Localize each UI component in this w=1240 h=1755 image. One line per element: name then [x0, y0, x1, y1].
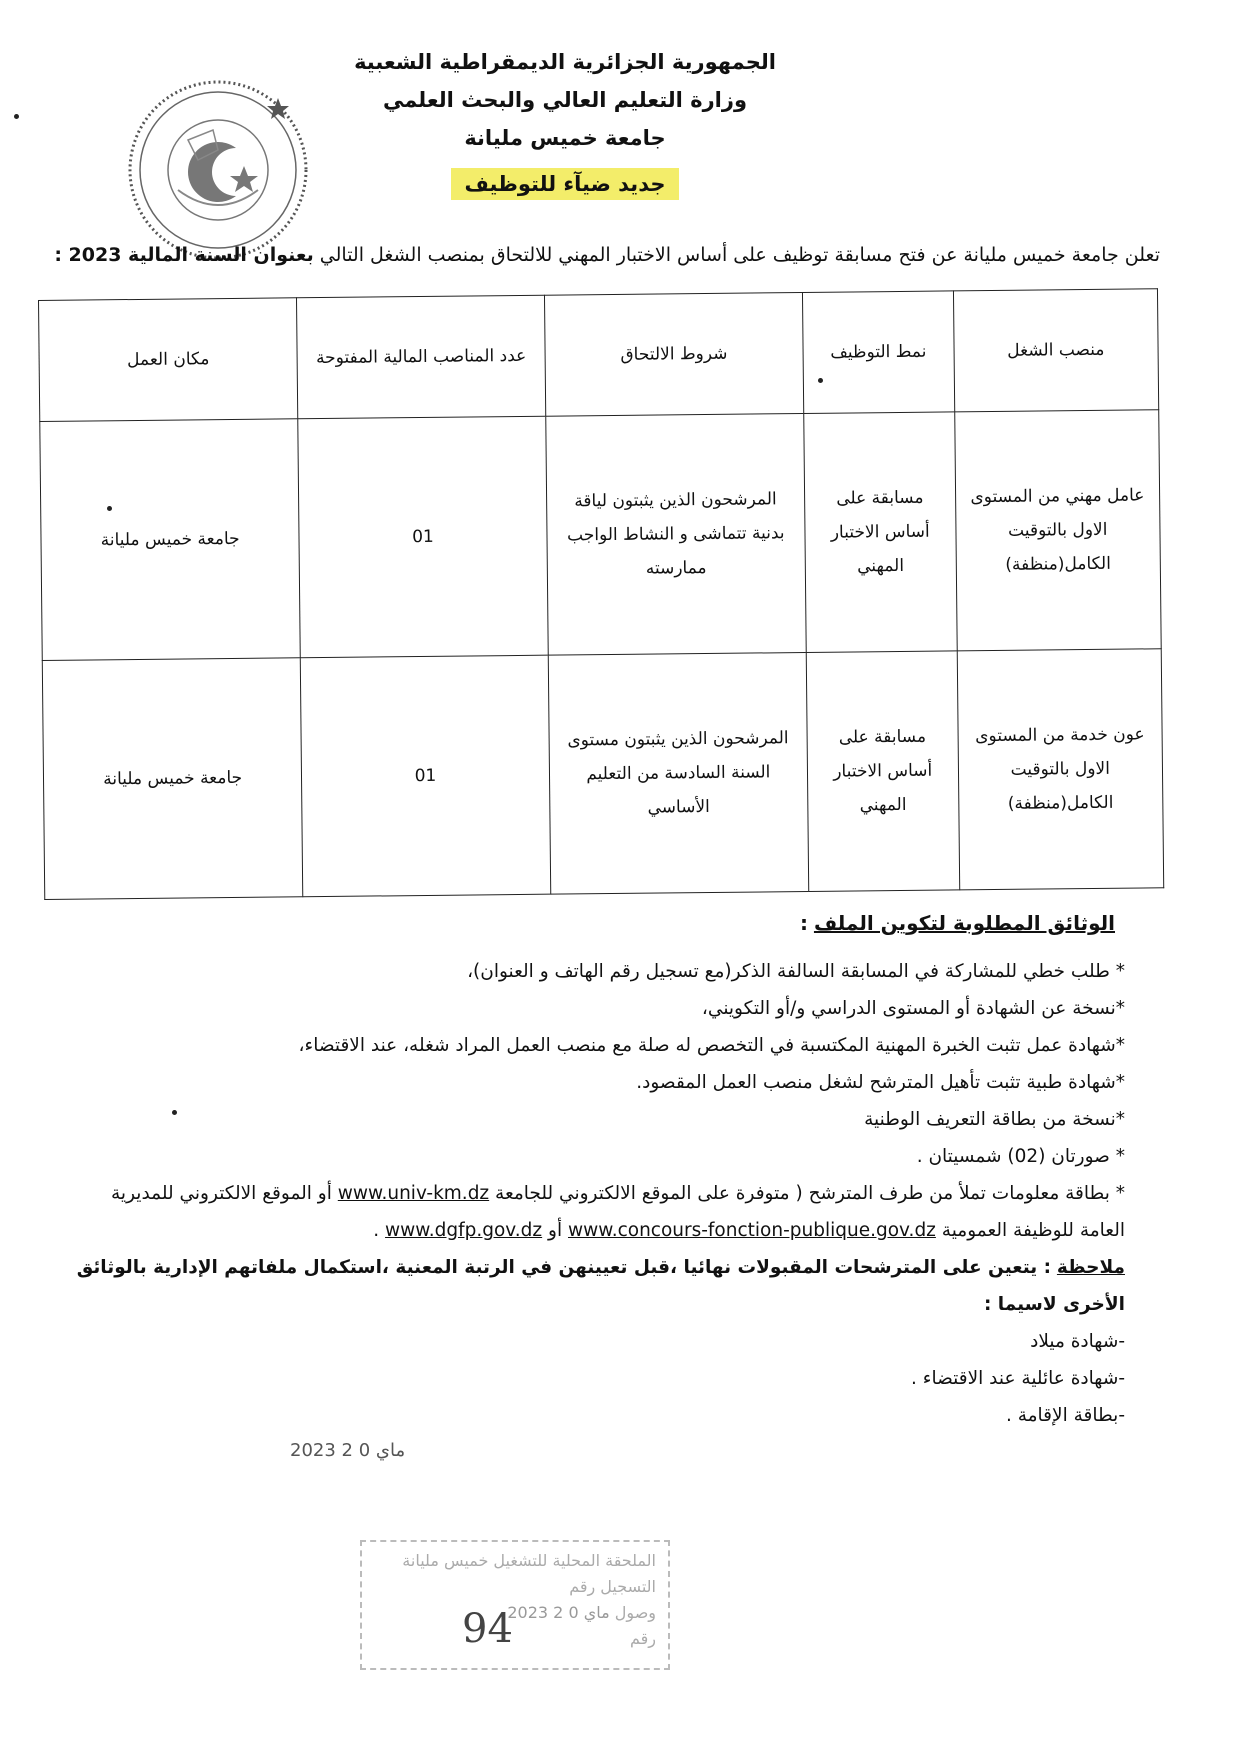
- cell-place: جامعة خميس مليانة: [40, 419, 301, 661]
- note-text: : يتعين على المترشحات المقبولات نهائيا ،قبل تعيينهن في الرتبة المعنية ،استكمال ملفاتهم الإدارية بالوثائق الأخرى لاسيما :: [76, 1257, 1125, 1315]
- stamp-line-2: التسجيل رقم: [569, 1577, 656, 1596]
- table-header-row: [39, 289, 1159, 422]
- info-card-end: .: [373, 1220, 380, 1241]
- info-card-or: أو: [548, 1220, 563, 1241]
- header-mode: نمط التوظيف: [802, 291, 954, 414]
- info-card-text: * بطاقة معلومات تملأ من طرف المترشح ( متوفرة على الموقع الالكتروني للجامعة: [495, 1183, 1125, 1204]
- stamp-line-1: الملحقة المحلية للتشغيل خميس مليانة: [402, 1551, 656, 1570]
- document-item: *نسخة عن الشهادة أو المستوى الدراسي و/أو التكويني،: [701, 998, 1125, 1019]
- registration-stamp: [360, 1540, 670, 1670]
- header-conditions: شروط الالتحاق: [544, 292, 803, 416]
- note-sub-item: -بطاقة الإقامة .: [1005, 1405, 1125, 1426]
- univ-website-link[interactable]: www.univ-km.dz: [337, 1183, 490, 1204]
- header-count: عدد المناصب المالية المفتوحة: [297, 295, 546, 419]
- dgfp-website-link[interactable]: www.dgfp.gov.dz: [385, 1220, 543, 1241]
- cell-place: جامعة خميس مليانة: [42, 658, 303, 900]
- info-card-text-2: أو الموقع الالكتروني للمديرية العامة للوظيفة العمومية: [111, 1183, 1125, 1241]
- documents-title: الوثائق المطلوبة لتكوين الملف: [813, 911, 1115, 935]
- cell-post: عامل مهني من المستوى الاول بالتوقيت الكامل(منظفة): [954, 410, 1161, 651]
- document-item: *نسخة من بطاقة التعريف الوطنية: [864, 1109, 1125, 1130]
- stamp-line-4: رقم: [629, 1629, 656, 1648]
- document-item: *شهادة عمل تثبت الخبرة المهنية المكتسبة في التخصص له صلة مع منصب العمل المراد شغله، عند الاقتضاء،: [298, 1035, 1125, 1056]
- cell-count: 01: [301, 655, 551, 897]
- stamp-arrival-label: وصول: [614, 1603, 656, 1622]
- stamp-date: 2023 ماي 0 2: [507, 1603, 610, 1622]
- table-row: [40, 410, 1161, 661]
- document-item: * صورتان (02) شمسيتان .: [916, 1146, 1125, 1167]
- stamp-number: 94: [462, 1606, 513, 1652]
- stamp-line-3: [374, 1600, 656, 1626]
- document-item: *شهادة طبية تثبت تأهيل المترشح لشغل منصب العمل المقصود.: [636, 1072, 1125, 1093]
- header-place: مكان العمل: [39, 298, 299, 422]
- cell-conditions: المرشحون الذين يثبتون مستوى السنة السادسة من التعليم الأساسي: [548, 652, 809, 894]
- note-label: ملاحظة: [1056, 1257, 1125, 1278]
- document-item: * طلب خطي للمشاركة في المسابقة السالفة الذكر(مع تسجيل رقم الهاتف و العنوان)،: [467, 961, 1125, 982]
- table-row: [42, 649, 1163, 900]
- header-post: منصب الشغل: [953, 289, 1159, 412]
- ministry-name: وزارة التعليم العالي والبحث العلمي: [382, 88, 748, 112]
- concours-website-link[interactable]: www.concours-fonction-publique.gov.dz: [568, 1220, 936, 1241]
- documents-title-line: [60, 905, 1125, 943]
- intro-text: تعلن جامعة خميس مليانة عن فتح مسابقة توظيف على أساس الاختبار المهني للالتحاق بمنصب الشغل التالي: [319, 244, 1160, 266]
- cell-mode: مسابقة على أساس الاختبار المهني: [806, 651, 959, 892]
- scan-speck: [818, 378, 823, 383]
- document-header: [330, 50, 800, 200]
- note-line: [60, 1249, 1125, 1323]
- scan-speck: [172, 1110, 177, 1115]
- note-sub-item: -شهادة ميلاد: [1030, 1331, 1125, 1352]
- scan-speck: [107, 506, 112, 511]
- note-sub-item: -شهادة عائلية عند الاقتضاء .: [911, 1368, 1125, 1389]
- cell-mode: مسابقة على أساس الاختبار المهني: [804, 412, 957, 653]
- cell-post: عون خدمة من المستوى الاول بالتوقيت الكامل(منظفة): [957, 649, 1164, 890]
- cell-count: 01: [298, 416, 548, 658]
- jobs-table: [38, 288, 1164, 900]
- date-stamp: 2023 ماي 0 2: [290, 1440, 406, 1461]
- scan-speck: [14, 114, 19, 119]
- highlight-badge: جديد ضيآء للتوظيف: [451, 168, 680, 200]
- intro-bold-tail: بعنوان السنة المالية 2023 :: [54, 244, 314, 266]
- university-name: جامعة خميس مليانة: [464, 126, 666, 150]
- documents-section: [60, 905, 1125, 1434]
- republic-name: الجمهورية الجزائرية الديمقراطية الشعبية: [354, 50, 776, 74]
- documents-title-colon: :: [800, 911, 809, 935]
- cell-conditions: المرشحون الذين يثبتون لياقة بدنية تتماشى و النشاط الواجب ممارسته: [545, 413, 806, 655]
- announcement-intro: [40, 238, 1160, 272]
- info-card-item: [60, 1175, 1125, 1249]
